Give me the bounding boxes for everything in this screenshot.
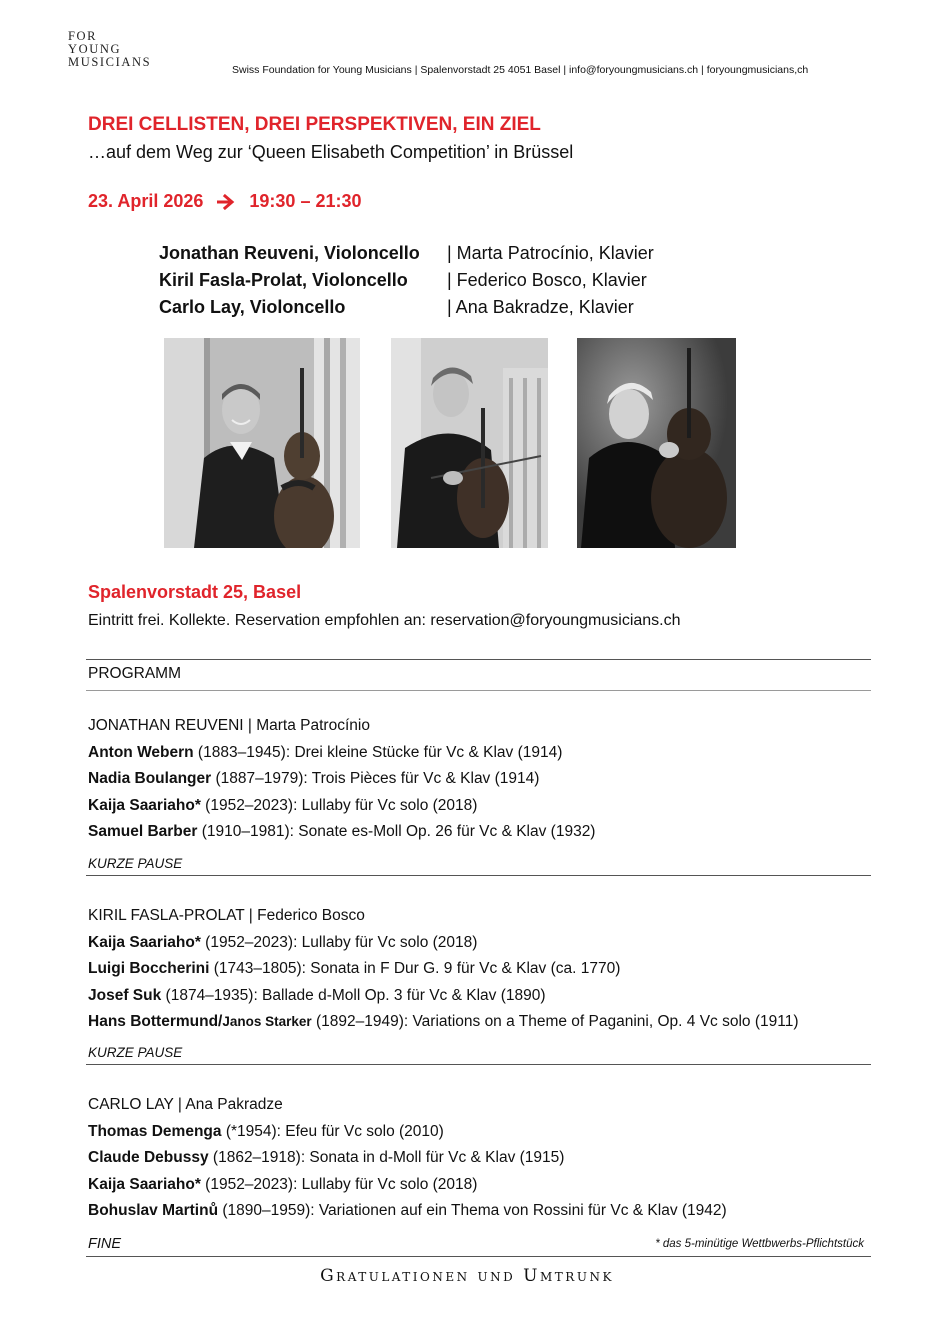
program-set — [88, 1092, 727, 1225]
piece-detail: (1952–2023): Lullaby für Vc solo (2018) — [200, 796, 478, 814]
performer-list — [159, 240, 654, 321]
arrow-right-icon — [217, 194, 235, 210]
closing-line: Gratulationen und Umtrunk — [320, 1266, 614, 1286]
piece-detail: (1883–1945): Drei kleine Stücke für Vc & Klav (1914) — [193, 743, 563, 761]
composer-name: Thomas Demenga — [88, 1122, 222, 1140]
cellist-name: Kiril Fasla-Prolat, Violoncello — [159, 270, 408, 290]
program-heading: PROGRAMM — [88, 665, 181, 682]
logo-line: MUSICIANS — [68, 55, 152, 69]
composer-name: Kaija Saariaho* — [88, 1175, 201, 1193]
piece-detail: (1890–1959): Variationen auf ein Thema von Rossini für Vc & Klav (1942) — [218, 1202, 727, 1219]
logo-line: FOR — [68, 29, 98, 43]
cellist-name: Carlo Lay, Violoncello — [159, 297, 346, 317]
composer-name: Nadia Boulanger — [88, 770, 212, 787]
portrait-photo-reuveni — [164, 338, 360, 548]
event-title: DREI CELLISTEN, DREI PERSPEKTIVEN, EIN ZIEL — [88, 114, 541, 135]
foundation-logo — [68, 30, 151, 69]
divider — [86, 690, 871, 691]
piece-detail: (1862–1918): Sonata in d-Moll für Vc & Klav (1915) — [208, 1149, 565, 1166]
pianist-name: | Marta Patrocínio, Klavier — [447, 243, 654, 263]
divider — [86, 1064, 871, 1065]
cellist-name: Jonathan Reuveni, Violoncello — [159, 243, 420, 263]
composer-name: Josef Suk — [88, 986, 162, 1004]
composer-name: Claude Debussy — [88, 1149, 209, 1166]
program-piece — [88, 1145, 727, 1172]
event-subtitle: …auf dem Weg zur ‘Queen Elisabeth Competition’ in Brüssel — [88, 142, 574, 162]
program-piece — [88, 793, 595, 820]
set-title: JONATHAN REUVENI | Marta Patrocínio — [88, 717, 370, 734]
composer-name: Luigi Boccherini — [88, 960, 210, 977]
composer-name-secondary: Janos Starker — [222, 1014, 312, 1029]
divider — [86, 1256, 871, 1257]
footnote: * das 5-minütige Wettbwerbs-Pflichtstück — [655, 1238, 864, 1250]
composer-name: Kaija Saariaho* — [88, 933, 201, 951]
program-set — [88, 903, 798, 1036]
piece-detail: (1892–1949): Variations on a Theme of Paganini, Op. 4 Vc solo (1911) — [311, 1013, 799, 1030]
performer-row — [159, 240, 654, 267]
composer-name: Anton Webern — [88, 743, 194, 761]
set-title: KIRIL FASLA-PROLAT | Federico Bosco — [88, 907, 365, 924]
piece-detail: (*1954): Efeu für Vc solo (2010) — [221, 1122, 444, 1140]
composer-name: Hans Bottermund/ — [88, 1013, 223, 1030]
logo-line: YOUNG — [68, 42, 122, 56]
program-piece — [88, 740, 595, 767]
fine-label: FINE — [88, 1236, 122, 1252]
program-set — [88, 713, 595, 846]
event-date: 23. April 2026 — [88, 191, 204, 211]
piece-detail: (1743–1805): Sonata in F Dur G. 9 für Vc & Klav (ca. 1770) — [209, 960, 621, 977]
program-piece — [88, 1119, 727, 1146]
pianist-name: | Ana Bakradze, Klavier — [447, 297, 634, 317]
portrait-photo-lay — [577, 338, 736, 548]
composer-name: Kaija Saariaho* — [88, 796, 201, 814]
program-piece — [88, 819, 595, 846]
program-piece — [88, 1198, 727, 1225]
program-piece — [88, 930, 798, 957]
pianist-name: | Federico Bosco, Klavier — [447, 270, 647, 290]
piece-detail: (1887–1979): Trois Pièces für Vc & Klav (1914) — [211, 770, 540, 787]
program-piece — [88, 1172, 727, 1199]
piece-detail: (1874–1935): Ballade d-Moll Op. 3 für Vc & Klav (1890) — [161, 986, 546, 1004]
piece-detail: (1910–1981): Sonate es-Moll Op. 26 für Vc & Klav (1932) — [197, 823, 596, 840]
divider — [86, 875, 871, 876]
event-time: 19:30 – 21:30 — [249, 191, 362, 211]
divider — [86, 659, 871, 660]
portrait-photo-fasla-prolat — [391, 338, 548, 548]
pause-label: KURZE PAUSE — [88, 1045, 183, 1060]
event-datetime — [88, 191, 362, 212]
event-venue: Spalenvorstadt 25, Basel — [88, 582, 302, 602]
performer-row — [159, 294, 654, 321]
piece-detail: (1952–2023): Lullaby für Vc solo (2018) — [200, 1175, 478, 1193]
program-piece — [88, 766, 595, 793]
program-piece — [88, 983, 798, 1010]
set-title: CARLO LAY | Ana Pakradze — [88, 1096, 283, 1113]
composer-name: Bohuslav Martinů — [88, 1202, 219, 1219]
piece-detail: (1952–2023): Lullaby für Vc solo (2018) — [200, 933, 478, 951]
admission-info: Eintritt frei. Kollekte. Reservation empfohlen an: reservation@foryoungmusicians.ch — [88, 612, 681, 629]
pause-label: KURZE PAUSE — [88, 856, 183, 871]
composer-name: Samuel Barber — [88, 823, 198, 840]
program-piece — [88, 1009, 798, 1036]
program-piece — [88, 956, 798, 983]
contact-line: Swiss Foundation for Young Musicians | Spalenvorstadt 25 4051 Basel | info@foryoungmusicians.ch | foryoungmusicians,ch — [232, 64, 809, 76]
performer-row — [159, 267, 654, 294]
